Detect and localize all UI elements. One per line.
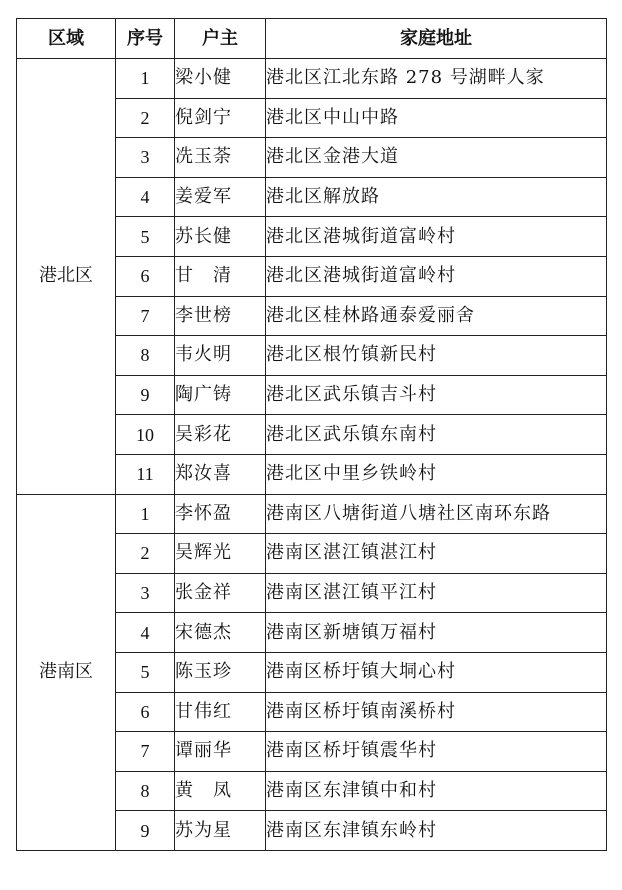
seq-cell: 8 (116, 336, 175, 376)
owner-cell: 陶广铸 (175, 375, 266, 415)
owner-cell: 李怀盈 (175, 494, 266, 534)
seq-cell: 1 (116, 494, 175, 534)
address-cell: 港北区中山中路 (266, 98, 607, 138)
owner-cell: 谭丽华 (175, 732, 266, 772)
owner-cell: 倪剑宁 (175, 98, 266, 138)
address-cell: 港北区金港大道 (266, 138, 607, 178)
owner-cell: 梁小健 (175, 59, 266, 99)
seq-cell: 10 (116, 415, 175, 455)
owner-cell: 冼玉荼 (175, 138, 266, 178)
owner-cell: 陈玉珍 (175, 652, 266, 692)
address-cell: 港南区新塘镇万福村 (266, 613, 607, 653)
address-cell: 港南区湛江镇湛江村 (266, 534, 607, 574)
seq-cell: 9 (116, 811, 175, 851)
seq-cell: 11 (116, 454, 175, 494)
table-header (17, 19, 607, 59)
header-seq: 序号 (116, 19, 175, 59)
address-cell: 港北区桂林路通泰爱丽舍 (266, 296, 607, 336)
seq-cell: 6 (116, 692, 175, 732)
household-table (16, 18, 607, 851)
address-cell: 港北区解放路 (266, 177, 607, 217)
owner-cell: 郑汝喜 (175, 454, 266, 494)
seq-cell: 3 (116, 573, 175, 613)
seq-cell: 1 (116, 59, 175, 99)
address-cell: 港北区江北东路 278 号湖畔人家 (266, 59, 607, 99)
table-row (17, 494, 607, 534)
seq-cell: 4 (116, 177, 175, 217)
seq-cell: 4 (116, 613, 175, 653)
table-row (17, 59, 607, 99)
owner-cell: 甘伟红 (175, 692, 266, 732)
table-body (17, 59, 607, 851)
owner-cell: 甘 清 (175, 256, 266, 296)
seq-cell: 8 (116, 771, 175, 811)
address-cell: 港南区桥圩镇大垌心村 (266, 652, 607, 692)
seq-cell: 5 (116, 217, 175, 257)
owner-cell: 李世榜 (175, 296, 266, 336)
header-row (17, 19, 607, 59)
header-address: 家庭地址 (266, 19, 607, 59)
seq-cell: 7 (116, 296, 175, 336)
owner-cell: 吴彩花 (175, 415, 266, 455)
address-cell: 港南区湛江镇平江村 (266, 573, 607, 613)
seq-cell: 6 (116, 256, 175, 296)
owner-cell: 张金祥 (175, 573, 266, 613)
owner-cell: 韦火明 (175, 336, 266, 376)
region-cell: 港南区 (17, 494, 116, 850)
address-cell: 港南区桥圩镇南溪桥村 (266, 692, 607, 732)
header-region: 区域 (17, 19, 116, 59)
address-cell: 港南区东津镇东岭村 (266, 811, 607, 851)
region-cell: 港北区 (17, 59, 116, 495)
seq-cell: 3 (116, 138, 175, 178)
owner-cell: 宋德杰 (175, 613, 266, 653)
address-cell: 港北区根竹镇新民村 (266, 336, 607, 376)
owner-cell: 黄 凤 (175, 771, 266, 811)
address-cell: 港北区武乐镇吉斗村 (266, 375, 607, 415)
seq-cell: 5 (116, 652, 175, 692)
address-cell: 港南区八塘街道八塘社区南环东路 (266, 494, 607, 534)
seq-cell: 7 (116, 732, 175, 772)
seq-cell: 2 (116, 98, 175, 138)
owner-cell: 苏为星 (175, 811, 266, 851)
address-cell: 港北区武乐镇东南村 (266, 415, 607, 455)
address-cell: 港北区港城街道富岭村 (266, 256, 607, 296)
seq-cell: 9 (116, 375, 175, 415)
address-cell: 港南区东津镇中和村 (266, 771, 607, 811)
address-cell: 港南区桥圩镇震华村 (266, 732, 607, 772)
seq-cell: 2 (116, 534, 175, 574)
header-owner: 户主 (175, 19, 266, 59)
owner-cell: 苏长健 (175, 217, 266, 257)
address-cell: 港北区港城街道富岭村 (266, 217, 607, 257)
address-cell: 港北区中里乡铁岭村 (266, 454, 607, 494)
owner-cell: 吴辉光 (175, 534, 266, 574)
owner-cell: 姜爱军 (175, 177, 266, 217)
